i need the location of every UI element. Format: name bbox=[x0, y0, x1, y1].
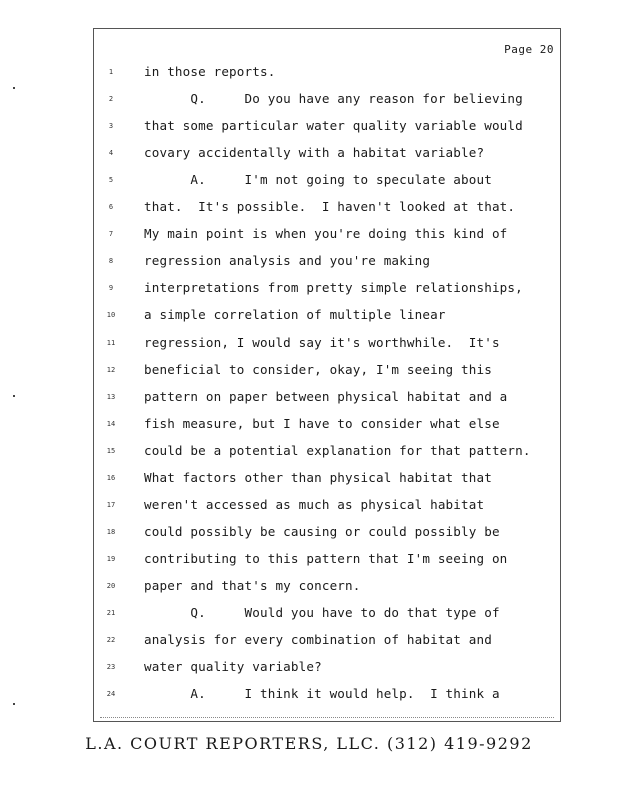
transcript-line bbox=[94, 118, 560, 145]
transcript-line bbox=[94, 280, 560, 307]
line-number: 15 bbox=[106, 446, 116, 455]
transcript-line bbox=[94, 226, 560, 253]
line-number: 16 bbox=[106, 473, 116, 482]
line-number: 13 bbox=[106, 392, 116, 401]
line-number: 10 bbox=[106, 311, 116, 320]
line-text: Q. Do you have any reason for believing bbox=[144, 91, 523, 107]
line-text: water quality variable? bbox=[144, 659, 322, 675]
line-text: beneficial to consider, okay, I'm seeing this bbox=[144, 361, 492, 377]
line-text: paper and that's my concern. bbox=[144, 577, 361, 593]
line-text: weren't accessed as much as physical habitat bbox=[144, 496, 485, 512]
transcript-line bbox=[94, 172, 560, 199]
line-text: a simple correlation of multiple linear bbox=[144, 307, 446, 323]
line-text: regression, I would say it's worthwhile. It's bbox=[144, 334, 500, 350]
transcript-line bbox=[94, 389, 560, 416]
line-number: 22 bbox=[106, 636, 116, 645]
transcript-line bbox=[94, 470, 560, 497]
line-text: could possibly be causing or could possibly be bbox=[144, 523, 500, 539]
transcript-line bbox=[94, 497, 560, 524]
line-number: 9 bbox=[108, 284, 114, 293]
line-number: 2 bbox=[108, 95, 114, 104]
footer-reporter: L.A. COURT REPORTERS, LLC. (312) 419-9292 bbox=[85, 734, 533, 753]
transcript-line bbox=[94, 632, 560, 659]
line-text: covary accidentally with a habitat variable? bbox=[144, 145, 485, 161]
transcript-line bbox=[94, 659, 560, 686]
line-text: A. I think it would help. I think a bbox=[144, 686, 500, 702]
line-text: Q. Would you have to do that type of bbox=[144, 605, 500, 620]
line-number: 17 bbox=[106, 500, 116, 509]
line-number: 3 bbox=[108, 122, 114, 131]
line-number: 5 bbox=[108, 176, 114, 185]
line-text: contributing to this pattern that I'm seeing on bbox=[144, 550, 508, 566]
line-text: in those reports. bbox=[144, 64, 276, 79]
transcript-line bbox=[94, 443, 560, 470]
line-text: My main point is when you're doing this kind of bbox=[144, 226, 508, 242]
margin-mark bbox=[13, 87, 15, 89]
line-number: 14 bbox=[106, 419, 116, 428]
line-text: fish measure, but I have to consider what else bbox=[144, 415, 500, 431]
line-number: 6 bbox=[108, 203, 114, 212]
transcript-line bbox=[94, 335, 560, 362]
line-number: 12 bbox=[106, 365, 116, 374]
transcript-line bbox=[94, 362, 560, 389]
transcript-line bbox=[94, 199, 560, 226]
line-text: that some particular water quality variable would bbox=[144, 118, 523, 134]
transcript-line bbox=[94, 416, 560, 443]
transcript-line bbox=[94, 145, 560, 172]
transcript-line bbox=[94, 686, 560, 713]
line-text: pattern on paper between physical habitat and a bbox=[144, 388, 508, 404]
transcript-line bbox=[94, 64, 560, 91]
transcript-line bbox=[94, 91, 560, 118]
transcript-line bbox=[94, 551, 560, 578]
line-number: 21 bbox=[106, 609, 116, 617]
line-text: A. I'm not going to speculate about bbox=[144, 172, 492, 188]
line-number: 20 bbox=[106, 581, 116, 590]
line-text: regression analysis and you're making bbox=[144, 253, 431, 269]
transcript-page bbox=[93, 28, 561, 722]
line-number: 18 bbox=[106, 527, 116, 536]
transcript-line bbox=[94, 605, 560, 632]
page-number: Page 20 bbox=[504, 43, 554, 56]
transcript-line bbox=[94, 307, 560, 334]
line-number: 24 bbox=[106, 690, 116, 699]
line-number: 1 bbox=[108, 68, 114, 76]
line-number: 11 bbox=[106, 338, 116, 347]
transcript-line bbox=[94, 524, 560, 551]
line-text: analysis for every combination of habitat and bbox=[144, 632, 492, 648]
line-text: interpretations from pretty simple relationships, bbox=[144, 280, 523, 296]
margin-mark bbox=[13, 395, 15, 397]
line-number: 19 bbox=[106, 554, 116, 563]
transcript-line bbox=[94, 253, 560, 280]
line-number: 7 bbox=[108, 230, 114, 239]
line-text: that. It's possible. I haven't looked at that. bbox=[144, 199, 516, 215]
line-number: 8 bbox=[108, 257, 114, 266]
line-number: 4 bbox=[108, 149, 114, 158]
line-text: could be a potential explanation for that pattern. bbox=[144, 442, 531, 458]
line-number: 23 bbox=[106, 663, 116, 672]
line-text: What factors other than physical habitat that bbox=[144, 469, 492, 485]
margin-mark bbox=[13, 703, 15, 705]
transcript-line bbox=[94, 578, 560, 605]
